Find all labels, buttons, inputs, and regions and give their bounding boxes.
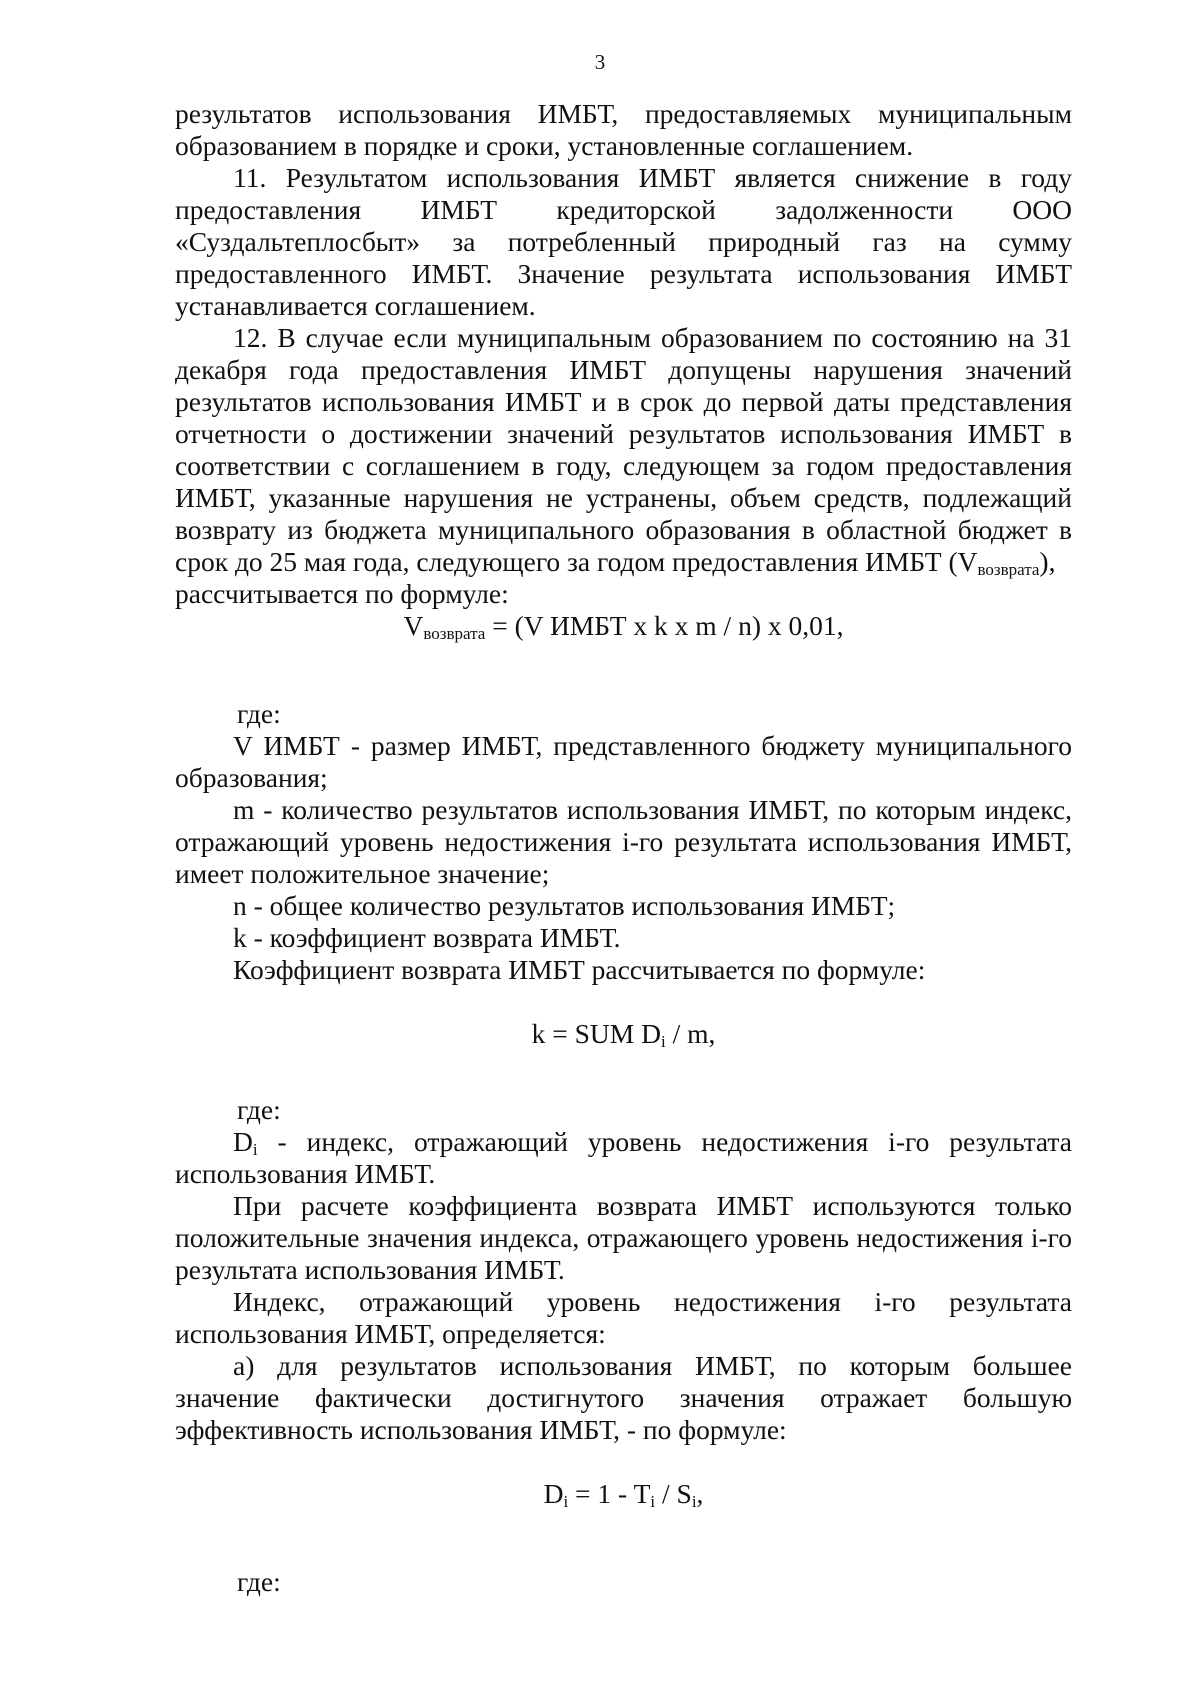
paragraph-intro: результатов использования ИМБТ, предоставляемых муниципальным образованием в порядке и сроки, установленные соглашением. [175,98,1072,161]
definition-d-symbol: D [233,1126,253,1157]
formula-d-subscript: i [563,1492,569,1511]
spacer [175,1446,1072,1478]
definition-v-imbt: V ИМБТ - размер ИМБТ, представленного бюджету муниципального образования; [175,730,1072,793]
formula-d-slash: / S [655,1478,692,1509]
paragraph-12-tail: ), [1039,546,1056,577]
formula-d-end: , [696,1478,704,1509]
formula-d [175,1478,1072,1510]
spacer [175,642,1072,698]
paragraph-12-subscript: возврата [977,560,1040,579]
formula-d-symbol: D [543,1478,564,1509]
where-label-1: где: [237,698,281,729]
formula-d-middle: = 1 - T [568,1478,651,1509]
spacer [175,1050,1072,1094]
k-formula-intro: Коэффициент возврата ИМБТ рассчитывается по формуле: [233,954,926,985]
definition-n: n - общее количество результатов использования ИМБТ; [233,890,896,921]
where-label-3: где: [237,1566,281,1597]
spacer [175,986,1072,1018]
paragraph-a: а) для результатов использования ИМБТ, по которым большее значение фактически достигнутого значения отражает большую эффективность использования ИМБТ, - по формуле: [175,1350,1072,1445]
spacer [175,1510,1072,1566]
formula-v-rhs: = (V ИМБТ x k x m / n) x 0,01, [485,610,844,641]
definition-m: m - количество результатов использования ИМБТ, по которым индекс, отражающий уровень недостижения i-го результата использования ИМБТ, имеет положительное значение; [175,794,1072,889]
paragraph-11: 11. Результатом использования ИМБТ является снижение в году предоставления ИМБТ кредиторской задолженности ООО «Суздальтеплосбыт» за потребленный природный газ на сумму предоставленного ИМБТ. Значение результата использования ИМБТ устанавливается соглашением. [175,162,1072,321]
formula-v-return [175,610,1072,642]
formula-t-subscript: i [650,1492,656,1511]
paragraph-12 [175,322,1072,578]
formula-k-rhs: / m, [665,1018,716,1049]
formula-v-subscript: возврата [423,624,486,643]
formula-k-lhs: k = SUM D [531,1018,661,1049]
paragraph-positive-values: При расчете коэффициента возврата ИМБТ используются только положительные значения индекса, отражающего уровень недостижения i-го результата использования ИМБТ. [175,1190,1072,1285]
where-label-2: где: [237,1094,281,1125]
document-body [175,98,1072,1598]
definition-d [175,1126,1072,1190]
formula-k [175,1018,1072,1050]
definition-d-subscript: i [252,1140,258,1159]
formula-v-lhs: V [403,610,424,641]
paragraph-12-text: 12. В случае если муниципальным образованием по состоянию на 31 декабря года предоставления ИМБТ допущены нарушения значений результатов использования ИМБТ и в срок до первой даты представления отчетности о достижении значений результатов использования ИМБТ в соответствии с соглашением в году, следующем за годом предоставления ИМБТ, указанные нарушения не устранены, объем средств, подлежащий возврату из бюджета муниципального образования в областной бюджет в срок до 25 мая года, следующего за годом предоставления ИМБТ (V [175,322,1072,577]
paragraph-12-last-line: рассчитывается по формуле: [175,578,509,609]
definition-d-text: - индекс, отражающий уровень недостижения i-го результата использования ИМБТ. [175,1126,1072,1189]
page-number: 3 [594,50,606,74]
formula-k-subscript: i [660,1032,666,1051]
formula-s-subscript: i [691,1492,697,1511]
definition-k: k - коэффициент возврата ИМБТ. [233,922,621,953]
paragraph-index-defined: Индекс, отражающий уровень недостижения i-го результата использования ИМБТ, определяется: [175,1286,1072,1349]
